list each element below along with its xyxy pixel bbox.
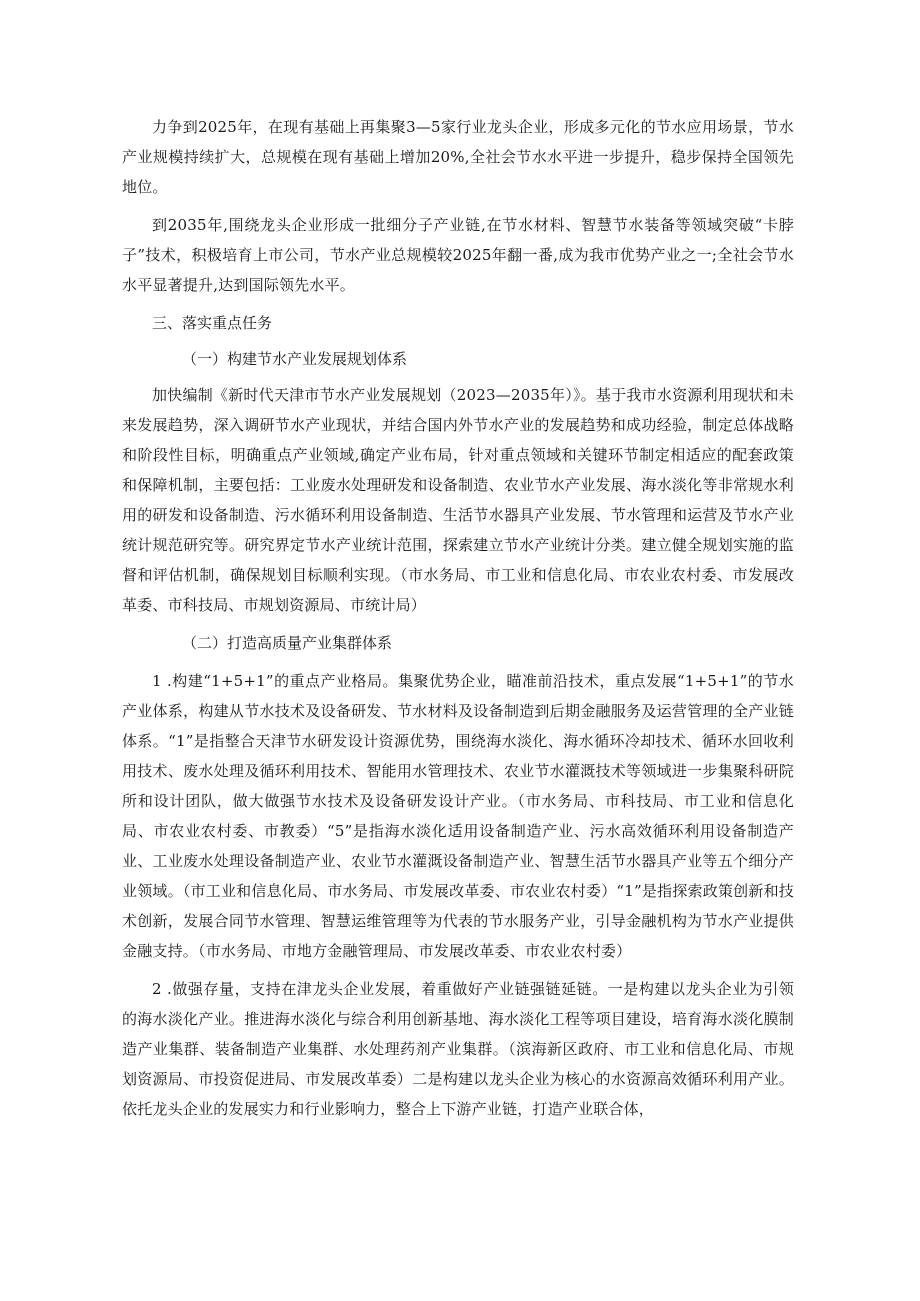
section-heading-tasks: 三、落实重点任务 [152,314,273,332]
paragraph-industry-layout: 1 .构建“1+5+1”的重点产业格局。集聚优势企业，瞄准前沿技术，重点发展“1+5+1”的节水产业体系，构建从节水技术及设备研发、节水材料及设备制造到后期金融服务及运营管理的全产业链体系。“1”是指整合天津节水研发设计资源优势，围绕海水淡化、海水循环冷却技术、循环水回收利用技术、废水处理及循环利用技术、智能用水管理技术、农业节水灌溉技术等领域进一步集聚科研院所和设计团队，做大做强节水技术及设备研发设计产业。（市水务局、市科技局、市工业和信息化局、市农业农村委、市教委）“5”是指海水淡化适用设备制造产业、污水高效循环利用设备制造产业、工业废水处理设备制造产业、农业节水灌溉设备制造产业、智慧生活节水器具产业等五个细分产业领域。（市工业和信息化局、市水务局、市发展改革委、市农业农村委）“1”是指探索政策创新和技术创新，发展合同节水管理、智慧运维管理等为代表的节水服务产业，引导金融机构为节水产业提供金融支持。（市水务局、市地方金融管理局、市发展改革委、市农业农村委） [122,672,794,960]
document-page [122,112,794,1124]
paragraph-strengthen-stock: 2 .做强存量，支持在津龙头企业发展，着重做好产业链强链延链。一是构建以龙头企业为引领的海水淡化产业。推进海水淡化与综合利用创新基地、海水淡化工程等项目建设，培育海水淡化膜制造产业集群、装备制造产业集群、水处理药剂产业集群。（滨海新区政府、市工业和信息化局、市规划资源局、市投资促进局、市发展改革委）二是构建以龙头企业为核心的水资源高效循环利用产业。依托龙头企业的发展实力和行业影响力，整合上下游产业链，打造产业联合体， [122,980,794,1118]
paragraph-goal-2035: 到2035年,围绕龙头企业形成一批细分子产业链,在节水材料、智慧节水装备等领域突破“卡脖子”技术，积极培育上市公司，节水产业总规模较2025年翻一番,成为我市优势产业之一;全社会节水水平显著提升,达到国际领先水平。 [122,216,794,294]
paragraph-goal-2025: 力争到2025年，在现有基础上再集聚3—5家行业龙头企业，形成多元化的节水应用场景，节水产业规模持续扩大，总规模在现有基础上增加20%,全社会节水水平进一步提升，稳步保持全国领先地位。 [122,118,794,196]
subsection-heading-cluster: （二）打造高质量产业集群体系 [182,634,393,652]
subsection-heading-planning: （一）构建节水产业发展规划体系 [182,350,408,368]
paragraph-planning: 加快编制《新时代天津市节水产业发展规划（2023—2035年）》。基于我市水资源利用现状和未来发展趋势，深入调研节水产业现状，并结合国内外节水产业的发展趋势和成功经验，制定总体战略和阶段性目标，明确重点产业领域,确定产业布局，针对重点领域和关键环节制定相适应的配套政策和保障机制，主要包括：工业废水处理研发和设备制造、农业节水产业发展、海水淡化等非常规水利用的研发和设备制造、污水循环利用设备制造、生活节水器具产业发展、节水管理和运营及节水产业统计规范研究等。研究界定节水产业统计范围，探索建立节水产业统计分类。建立健全规划实施的监督和评估机制，确保规划目标顺利实现。（市水务局、市工业和信息化局、市农业农村委、市发展改革委、市科技局、市规划资源局、市统计局） [122,386,794,614]
